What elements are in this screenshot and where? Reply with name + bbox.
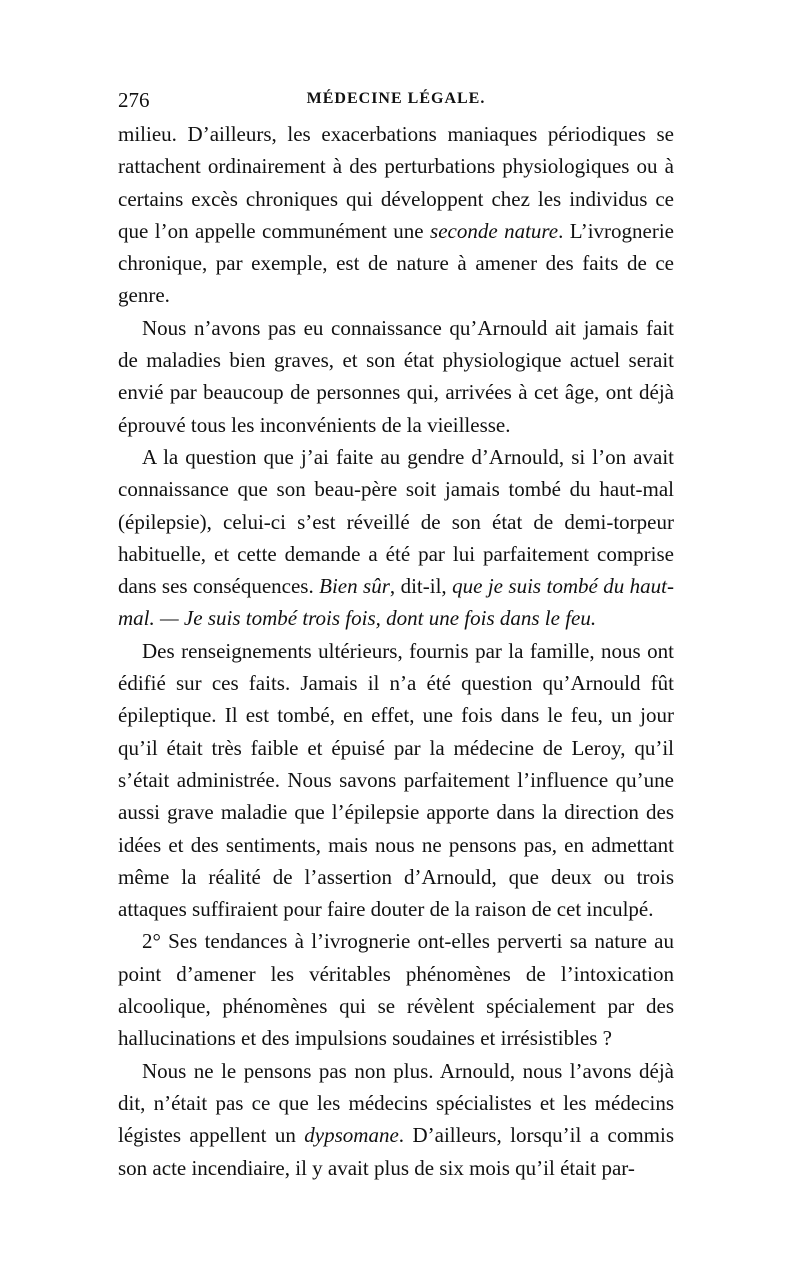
paragraph — [118, 635, 674, 926]
paragraph — [118, 118, 674, 312]
running-title: MÉDECINE LÉGALE. — [306, 90, 486, 107]
text-run: , dit-il, — [389, 574, 453, 599]
page-number: 276 — [118, 88, 150, 112]
text-run: . L’ivrognerie chronique, par exemple, est de nature à amener des faits de ce genre. — [118, 218, 674, 308]
text-run: A la question que j’ai faite au gendre d’Arnould, si l’on avait connaissance que son beau-père soit jamais tombé du haut-mal (épilepsie), celui-ci s’est réveillé de son état de demi-torpeur habituelle, et cette demande a été par lui parfaitement comprise dans ses conséquences. — [118, 444, 674, 599]
text-run: milieu. D’ailleurs, les exacerbations maniaques périodiques se rattachent ordinairement à des perturbations physiologiques ou à certains excès chroniques qui développent chez les individus ce que l’on appelle communément une — [118, 122, 674, 243]
text-run: . D’ailleurs, lorsqu’il a commis son acte incendiaire, il y avait plus de six mois qu’il était par- — [118, 1123, 674, 1180]
italic-text: seconde nature — [430, 218, 559, 243]
body-text — [118, 118, 674, 1184]
running-head — [118, 88, 674, 118]
paragraph — [118, 1055, 674, 1184]
italic-text: dypsomane — [304, 1123, 399, 1148]
paragraph — [118, 925, 674, 1054]
text-run: Nous n’avons pas eu connaissance qu’Arnould ait jamais fait de maladies bien graves, et son état physiologique actuel serait envié par beaucoup de personnes qui, arrivées à cet âge, ont déjà éprouvé tous les inconvénients de la vieillesse. — [118, 315, 674, 437]
italic-text: Bien sûr — [319, 574, 390, 599]
book-page — [118, 88, 674, 1184]
text-run: Nous ne le pensons pas non plus. Arnould, nous l’avons déjà dit, n’était pas ce que les médecins spécialistes et les médecins légistes appellent un — [118, 1058, 674, 1148]
paragraph — [118, 312, 674, 441]
text-run: 2° Ses tendances à l’ivrognerie ont-elles perverti sa nature au point d’amener les véritables phénomènes de l’intoxication alcoolique, phénomènes qui se révèlent spécialement par des hallucinations et des impulsions soudaines et irrésistibles ? — [118, 929, 674, 1051]
text-run: Des renseignements ultérieurs, fournis par la famille, nous ont édifié sur ces faits. Jamais il n’a été question qu’Arnould fût épileptique. Il est tombé, en effet, une fois dans le feu, un jour qu’il était très faible et épuisé par la médecine de Leroy, qu’il s’était administrée. Nous savons parfaitement l’influence qu’une aussi grave maladie que l’épilepsie apporte dans la direction des idées et des sentiments, mais nous ne pensons pas, en admettant même la réalité de l’assertion d’Arnould, que deux ou trois attaques suffiraient pour faire douter de la raison de cet inculpé. — [118, 638, 674, 922]
paragraph — [118, 441, 674, 635]
italic-text: que je suis tombé du haut-mal. — Je suis tombé trois fois, dont une fois dans le feu. — [118, 574, 675, 631]
